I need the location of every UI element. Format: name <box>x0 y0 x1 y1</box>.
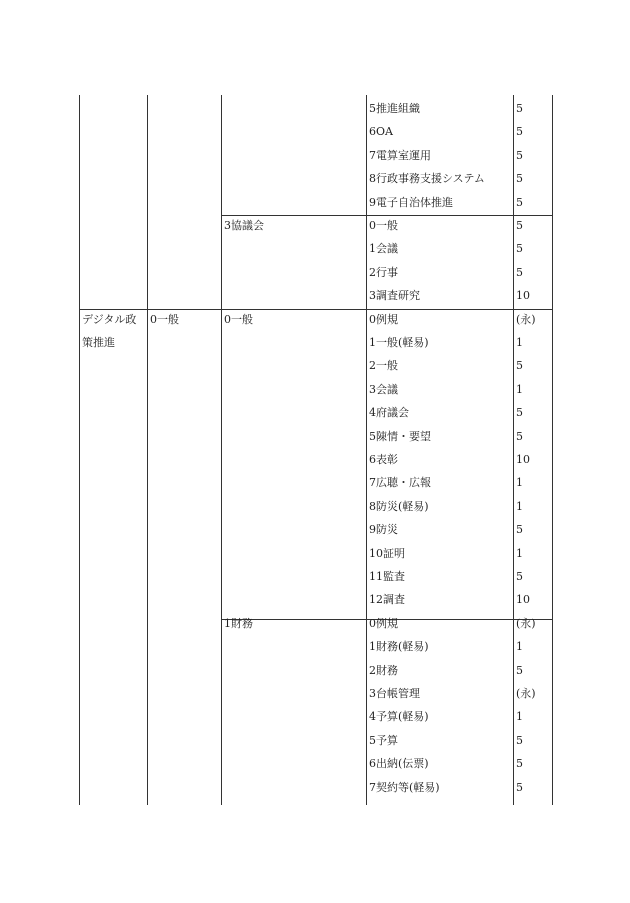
item-label: 1一般(軽易) <box>369 336 429 349</box>
retention-period: (永) <box>516 687 536 700</box>
item-label: 6OA <box>369 125 393 138</box>
column-rule-5 <box>552 95 553 805</box>
item-label: 4府議会 <box>369 406 409 419</box>
retention-period: 1 <box>516 547 523 560</box>
retention-period: 5 <box>516 734 523 747</box>
retention-period: 5 <box>516 266 523 279</box>
item-label: 3会議 <box>369 383 398 396</box>
item-label: 5予算 <box>369 734 398 747</box>
category-label-cont: 策推進 <box>82 336 115 349</box>
retention-period: 5 <box>516 406 523 419</box>
subdivision-label: 0一般 <box>224 313 253 326</box>
retention-period: 5 <box>516 172 523 185</box>
item-label: 1財務(軽易) <box>369 640 429 653</box>
item-label: 12調査 <box>369 593 405 606</box>
item-label: 6表彰 <box>369 453 398 466</box>
retention-period: 5 <box>516 757 523 770</box>
item-label: 8防災(軽易) <box>369 500 429 513</box>
category-label: デジタル政 <box>82 313 137 326</box>
retention-period: (永) <box>516 313 536 326</box>
column-rule-4 <box>513 95 514 805</box>
item-label: 4予算(軽易) <box>369 710 429 723</box>
retention-period: 5 <box>516 664 523 677</box>
item-label: 10証明 <box>369 547 405 560</box>
item-label: 9防災 <box>369 523 398 536</box>
item-label: 5推進組織 <box>369 102 420 115</box>
retention-period: 1 <box>516 476 523 489</box>
retention-period: 5 <box>516 125 523 138</box>
item-label: 2一般 <box>369 359 398 372</box>
item-label: 8行政事務支援システム <box>369 172 485 185</box>
item-label: 6出納(伝票) <box>369 757 429 770</box>
retention-period: 5 <box>516 359 523 372</box>
retention-period: 5 <box>516 242 523 255</box>
column-rule-1 <box>147 95 148 805</box>
item-label: 3調査研究 <box>369 289 420 302</box>
item-label: 1会議 <box>369 242 398 255</box>
item-label: 7広聴・広報 <box>369 476 431 489</box>
retention-period: 1 <box>516 640 523 653</box>
item-label: 2財務 <box>369 664 398 677</box>
retention-period: 5 <box>516 430 523 443</box>
retention-period: 5 <box>516 781 523 794</box>
item-label: 0一般 <box>369 219 398 232</box>
item-label: 7電算室運用 <box>369 149 431 162</box>
row-rule-digital <box>79 309 552 310</box>
item-label: 0例規 <box>369 313 398 326</box>
division-label: 0一般 <box>150 313 179 326</box>
retention-period: 5 <box>516 523 523 536</box>
retention-period: 10 <box>516 289 530 302</box>
retention-period: 1 <box>516 710 523 723</box>
retention-period: 5 <box>516 149 523 162</box>
retention-period: (永) <box>516 617 536 630</box>
column-rule-0 <box>79 95 80 805</box>
item-label: 0例規 <box>369 617 398 630</box>
subdivision-label: 3協議会 <box>224 219 264 232</box>
retention-period: 1 <box>516 500 523 513</box>
row-rule-kyogikai <box>221 215 552 216</box>
retention-period: 1 <box>516 336 523 349</box>
item-label: 9電子自治体推進 <box>369 196 453 209</box>
retention-period: 5 <box>516 219 523 232</box>
retention-period: 5 <box>516 196 523 209</box>
column-rule-3 <box>366 95 367 805</box>
item-label: 3台帳管理 <box>369 687 420 700</box>
item-label: 11監査 <box>369 570 405 583</box>
retention-period: 5 <box>516 102 523 115</box>
column-rule-2 <box>221 95 222 805</box>
item-label: 5陳情・要望 <box>369 430 431 443</box>
retention-period: 10 <box>516 453 530 466</box>
retention-period: 10 <box>516 593 530 606</box>
item-label: 7契約等(軽易) <box>369 781 440 794</box>
retention-period: 5 <box>516 570 523 583</box>
item-label: 2行事 <box>369 266 398 279</box>
subdivision-label: 1財務 <box>224 617 253 630</box>
retention-period: 1 <box>516 383 523 396</box>
